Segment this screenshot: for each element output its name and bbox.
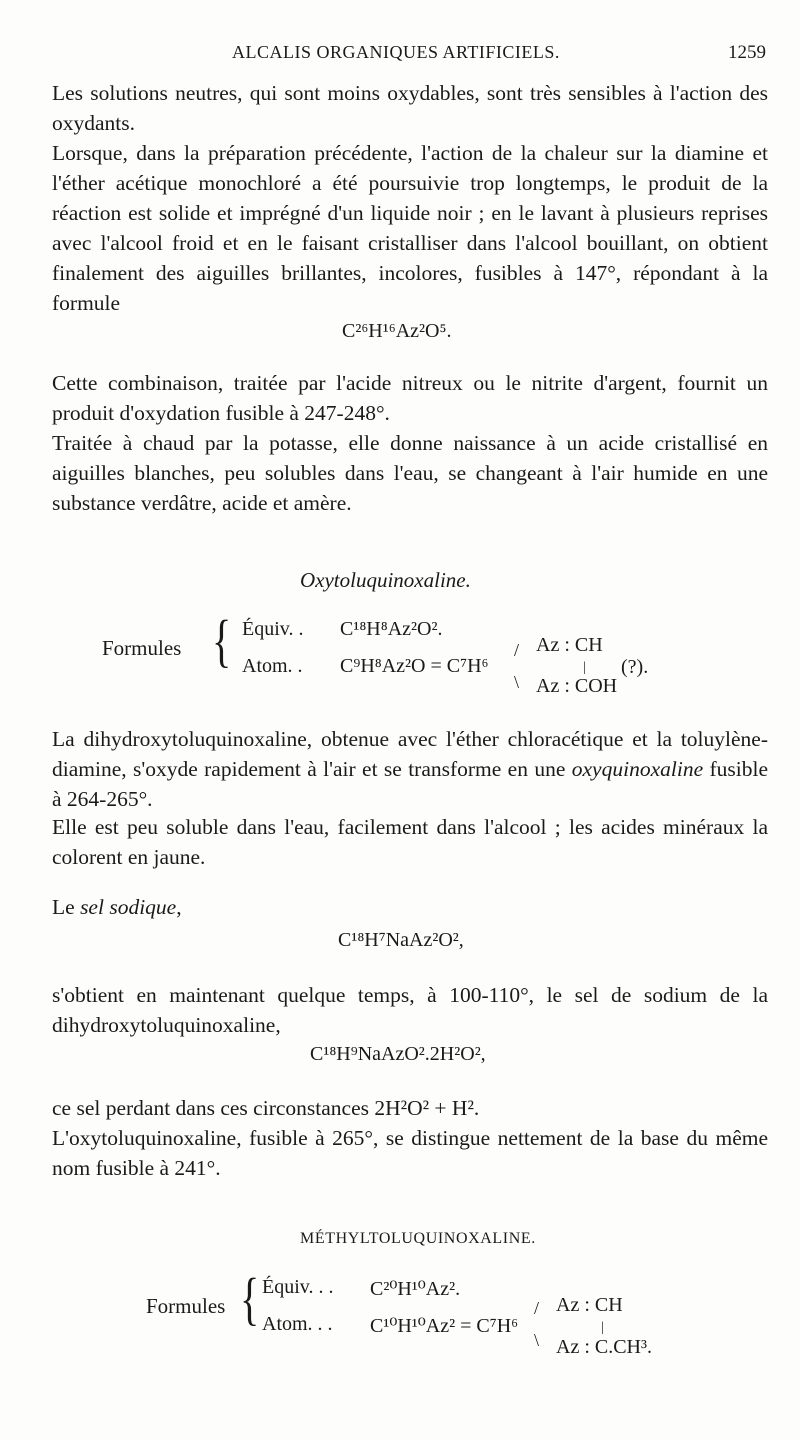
query-mark: (?). bbox=[621, 656, 649, 678]
page-number: 1259 bbox=[728, 42, 766, 63]
equiv-formula: C¹⁸H⁸Az²O². bbox=[340, 618, 443, 640]
bond-up-2: / bbox=[534, 1298, 540, 1318]
atom-label-2: Atom. . . bbox=[262, 1313, 333, 1335]
paragraph-3: Cette combinaison, traitée par l'acide nitreux ou le nitrite d'argent, fournit un produit d'oxydation fusible à 247-248°. bbox=[52, 371, 768, 425]
paragraph-10: L'oxytoluquinoxaline, fusible à 265°, se distingue nettement de la base du même nom fusible à 241°. bbox=[52, 1126, 768, 1180]
paragraph-2: Lorsque, dans la préparation précédente, l'action de la chaleur sur la diamine et l'éther acétique monochloré a été poursuivie trop longtemps, le produit de la réaction est solide et imprégné d'un liquide noir ; en le lavant à plusieurs reprises avec l'alcool froid et en le faisant cristalliser dans l'alcool bouillant, on obtient finalement des aiguilles brillantes, incolores, fusibles à 147°, répondant à la formule bbox=[52, 141, 768, 315]
paragraph-5: La dihydroxytoluquinoxaline, obtenue avec l'éther chloracétique et la toluylène-diamine, s'oxyde rapidement à l'air et se transforme en une oxyquinoxaline fusible à 264-265°. bbox=[52, 727, 768, 811]
atom-formula-2: C¹⁰H¹⁰Az² = C⁷H⁶ bbox=[370, 1315, 519, 1337]
bond-vertical-2: | bbox=[601, 1320, 604, 1335]
branch-top: Az : CH bbox=[536, 634, 603, 656]
page-header bbox=[0, 42, 800, 68]
section-title-oxytoluquinoxaline: Oxytoluquinoxaline. bbox=[300, 568, 471, 592]
paragraph-6: Elle est peu soluble dans l'eau, facilement dans l'alcool ; les acides minéraux la colorent en jaune. bbox=[52, 815, 768, 869]
running-title: ALCALIS ORGANIQUES ARTIFICIELS. bbox=[232, 42, 560, 62]
equiv-label: Équiv. . bbox=[242, 618, 304, 640]
paragraph-1: Les solutions neutres, qui sont moins oxydables, sont très sensibles à l'action des oxydants. bbox=[52, 81, 768, 135]
formula-c26: C²⁶H¹⁶Az²O⁵. bbox=[342, 320, 452, 342]
formules-label-2: Formules bbox=[146, 1294, 226, 1318]
atom-formula: C⁹H⁸Az²O = C⁷H⁶ bbox=[340, 655, 489, 677]
brace-symbol-2: { bbox=[240, 1265, 260, 1331]
section-title-methyltoluquinoxaline: MÉTHYLTOLUQUINOXALINE. bbox=[300, 1230, 536, 1247]
formula-hydrate: C¹⁸H⁹NaAzO².2H²O², bbox=[310, 1043, 486, 1065]
branch-top-2: Az : CH bbox=[556, 1294, 623, 1316]
paragraph-4: Traitée à chaud par la potasse, elle donne naissance à un acide cristallisé en aiguilles blanches, peu solubles dans l'eau, se changeant à l'air humide en une substance verdâtre, acide et amère. bbox=[52, 431, 768, 515]
branch-bottom: Az : COH bbox=[536, 675, 618, 697]
formules-label: Formules bbox=[102, 636, 182, 660]
branch-bottom-2: Az : C.CH³. bbox=[556, 1336, 652, 1358]
bond-up: / bbox=[514, 640, 520, 660]
equiv-label-2: Équiv. . . bbox=[262, 1276, 334, 1298]
bond-down: \ bbox=[514, 672, 520, 692]
bond-down-2: \ bbox=[534, 1330, 540, 1350]
paragraph-8: s'obtient en maintenant quelque temps, à 100-110°, le sel de sodium de la dihydroxytoluquinoxaline, bbox=[52, 983, 768, 1037]
formula-sel-sodique: C¹⁸H⁷NaAz²O², bbox=[338, 929, 464, 951]
paragraph-7: Le sel sodique, bbox=[52, 895, 182, 919]
atom-label: Atom. . bbox=[242, 655, 303, 677]
paragraph-9: ce sel perdant dans ces circonstances 2H²O² + H². bbox=[52, 1096, 480, 1120]
brace-symbol: { bbox=[212, 607, 232, 673]
equiv-formula-2: C²⁰H¹⁰Az². bbox=[370, 1278, 461, 1300]
bond-vertical: | bbox=[583, 660, 586, 675]
